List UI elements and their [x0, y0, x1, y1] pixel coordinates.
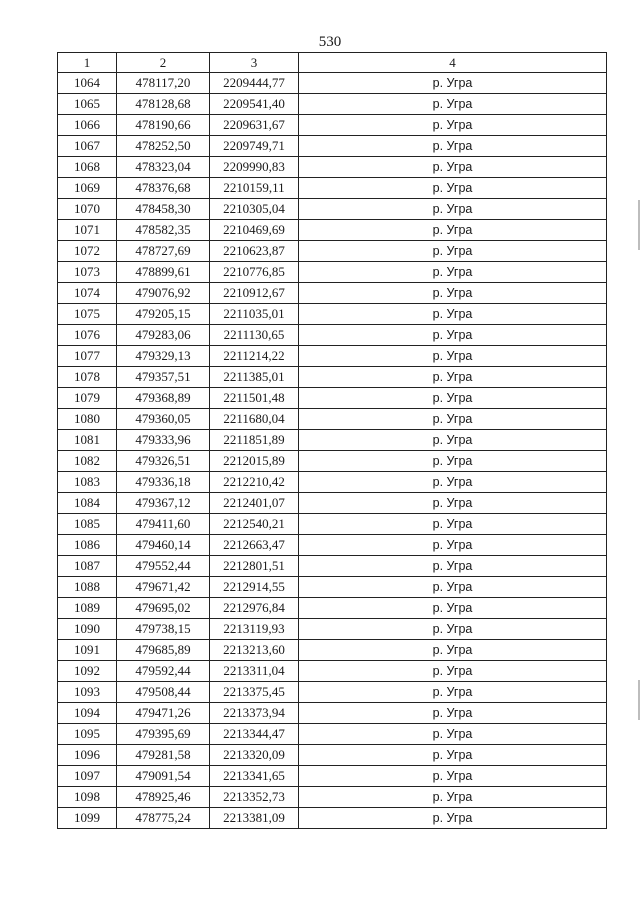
y-coordinate-cell: 2210623,87 [210, 241, 299, 262]
point-number-cell: 1065 [58, 94, 117, 115]
x-coordinate-cell: 479552,44 [117, 556, 210, 577]
point-number-cell: 1093 [58, 682, 117, 703]
x-coordinate-cell: 478458,30 [117, 199, 210, 220]
object-name-cell: р. Угра [299, 157, 607, 178]
x-coordinate-cell: 478117,20 [117, 73, 210, 94]
table-row [58, 409, 607, 430]
y-coordinate-cell: 2210305,04 [210, 199, 299, 220]
x-coordinate-cell: 479076,92 [117, 283, 210, 304]
point-number-cell: 1080 [58, 409, 117, 430]
page-number: 530 [318, 34, 342, 50]
coordinates-table [57, 52, 607, 829]
point-number-cell: 1089 [58, 598, 117, 619]
table-row [58, 115, 607, 136]
object-name-cell: р. Угра [299, 262, 607, 283]
x-coordinate-cell: 479091,54 [117, 766, 210, 787]
table-row [58, 199, 607, 220]
table-row [58, 73, 607, 94]
object-name-cell: р. Угра [299, 409, 607, 430]
y-coordinate-cell: 2213344,47 [210, 724, 299, 745]
object-name-cell: р. Угра [299, 619, 607, 640]
point-number-cell: 1086 [58, 535, 117, 556]
point-number-cell: 1085 [58, 514, 117, 535]
y-coordinate-cell: 2212914,55 [210, 577, 299, 598]
x-coordinate-cell: 479685,89 [117, 640, 210, 661]
x-coordinate-cell: 478582,35 [117, 220, 210, 241]
table-row [58, 304, 607, 325]
y-coordinate-cell: 2211130,65 [210, 325, 299, 346]
point-number-cell: 1087 [58, 556, 117, 577]
point-number-cell: 1070 [58, 199, 117, 220]
y-coordinate-cell: 2211680,04 [210, 409, 299, 430]
y-coordinate-cell: 2212663,47 [210, 535, 299, 556]
point-number-cell: 1074 [58, 283, 117, 304]
y-coordinate-cell: 2213381,09 [210, 808, 299, 829]
table-row [58, 556, 607, 577]
y-coordinate-cell: 2212976,84 [210, 598, 299, 619]
x-coordinate-cell: 479592,44 [117, 661, 210, 682]
object-name-cell: р. Угра [299, 241, 607, 262]
object-name-cell: р. Угра [299, 136, 607, 157]
point-number-cell: 1079 [58, 388, 117, 409]
x-coordinate-cell: 478376,68 [117, 178, 210, 199]
y-coordinate-cell: 2213311,04 [210, 661, 299, 682]
y-coordinate-cell: 2209990,83 [210, 157, 299, 178]
y-coordinate-cell: 2213341,65 [210, 766, 299, 787]
object-name-cell: р. Угра [299, 115, 607, 136]
y-coordinate-cell: 2209749,71 [210, 136, 299, 157]
point-number-cell: 1090 [58, 619, 117, 640]
point-number-cell: 1092 [58, 661, 117, 682]
object-name-cell: р. Угра [299, 598, 607, 619]
table-row [58, 220, 607, 241]
x-coordinate-cell: 478775,24 [117, 808, 210, 829]
column-header-3: 3 [210, 53, 299, 73]
table-row [58, 745, 607, 766]
table-row [58, 703, 607, 724]
table-row [58, 283, 607, 304]
point-number-cell: 1082 [58, 451, 117, 472]
y-coordinate-cell: 2210469,69 [210, 220, 299, 241]
x-coordinate-cell: 479367,12 [117, 493, 210, 514]
y-coordinate-cell: 2210912,67 [210, 283, 299, 304]
object-name-cell: р. Угра [299, 514, 607, 535]
table-row [58, 136, 607, 157]
object-name-cell: р. Угра [299, 283, 607, 304]
object-name-cell: р. Угра [299, 430, 607, 451]
table-row [58, 661, 607, 682]
object-name-cell: р. Угра [299, 367, 607, 388]
y-coordinate-cell: 2212540,21 [210, 514, 299, 535]
point-number-cell: 1095 [58, 724, 117, 745]
table-row [58, 766, 607, 787]
x-coordinate-cell: 478252,50 [117, 136, 210, 157]
table-row [58, 262, 607, 283]
table-row [58, 430, 607, 451]
x-coordinate-cell: 478727,69 [117, 241, 210, 262]
x-coordinate-cell: 479360,05 [117, 409, 210, 430]
table-row [58, 346, 607, 367]
column-header-2: 2 [117, 53, 210, 73]
x-coordinate-cell: 479205,15 [117, 304, 210, 325]
y-coordinate-cell: 2209541,40 [210, 94, 299, 115]
point-number-cell: 1072 [58, 241, 117, 262]
x-coordinate-cell: 479283,06 [117, 325, 210, 346]
point-number-cell: 1099 [58, 808, 117, 829]
y-coordinate-cell: 2212015,89 [210, 451, 299, 472]
point-number-cell: 1094 [58, 703, 117, 724]
table-row [58, 367, 607, 388]
y-coordinate-cell: 2211501,48 [210, 388, 299, 409]
y-coordinate-cell: 2209444,77 [210, 73, 299, 94]
y-coordinate-cell: 2212801,51 [210, 556, 299, 577]
table-row [58, 577, 607, 598]
point-number-cell: 1067 [58, 136, 117, 157]
object-name-cell: р. Угра [299, 178, 607, 199]
point-number-cell: 1076 [58, 325, 117, 346]
x-coordinate-cell: 479329,13 [117, 346, 210, 367]
table-row [58, 619, 607, 640]
table-row [58, 535, 607, 556]
y-coordinate-cell: 2213119,93 [210, 619, 299, 640]
x-coordinate-cell: 479411,60 [117, 514, 210, 535]
x-coordinate-cell: 478925,46 [117, 787, 210, 808]
table-row [58, 178, 607, 199]
x-coordinate-cell: 479460,14 [117, 535, 210, 556]
object-name-cell: р. Угра [299, 556, 607, 577]
table-row [58, 325, 607, 346]
header-row [58, 53, 607, 73]
object-name-cell: р. Угра [299, 724, 607, 745]
x-coordinate-cell: 478190,66 [117, 115, 210, 136]
x-coordinate-cell: 479738,15 [117, 619, 210, 640]
object-name-cell: р. Угра [299, 808, 607, 829]
point-number-cell: 1096 [58, 745, 117, 766]
y-coordinate-cell: 2213320,09 [210, 745, 299, 766]
y-coordinate-cell: 2213213,60 [210, 640, 299, 661]
object-name-cell: р. Угра [299, 73, 607, 94]
y-coordinate-cell: 2212210,42 [210, 472, 299, 493]
table-header [58, 53, 607, 73]
y-coordinate-cell: 2213373,94 [210, 703, 299, 724]
point-number-cell: 1098 [58, 787, 117, 808]
y-coordinate-cell: 2213375,45 [210, 682, 299, 703]
object-name-cell: р. Угра [299, 199, 607, 220]
object-name-cell: р. Угра [299, 766, 607, 787]
y-coordinate-cell: 2211035,01 [210, 304, 299, 325]
table-row [58, 157, 607, 178]
object-name-cell: р. Угра [299, 640, 607, 661]
object-name-cell: р. Угра [299, 94, 607, 115]
x-coordinate-cell: 479336,18 [117, 472, 210, 493]
x-coordinate-cell: 479671,42 [117, 577, 210, 598]
y-coordinate-cell: 2211214,22 [210, 346, 299, 367]
point-number-cell: 1075 [58, 304, 117, 325]
table-row [58, 682, 607, 703]
object-name-cell: р. Угра [299, 787, 607, 808]
x-coordinate-cell: 479326,51 [117, 451, 210, 472]
x-coordinate-cell: 479333,96 [117, 430, 210, 451]
x-coordinate-cell: 479357,51 [117, 367, 210, 388]
y-coordinate-cell: 2209631,67 [210, 115, 299, 136]
object-name-cell: р. Угра [299, 493, 607, 514]
object-name-cell: р. Угра [299, 703, 607, 724]
point-number-cell: 1091 [58, 640, 117, 661]
table-row [58, 94, 607, 115]
point-number-cell: 1084 [58, 493, 117, 514]
table-row [58, 808, 607, 829]
table-row [58, 472, 607, 493]
object-name-cell: р. Угра [299, 745, 607, 766]
x-coordinate-cell: 479395,69 [117, 724, 210, 745]
point-number-cell: 1066 [58, 115, 117, 136]
object-name-cell: р. Угра [299, 472, 607, 493]
x-coordinate-cell: 479508,44 [117, 682, 210, 703]
table-row [58, 598, 607, 619]
point-number-cell: 1083 [58, 472, 117, 493]
object-name-cell: р. Угра [299, 388, 607, 409]
table-row [58, 514, 607, 535]
object-name-cell: р. Угра [299, 682, 607, 703]
x-coordinate-cell: 478323,04 [117, 157, 210, 178]
object-name-cell: р. Угра [299, 451, 607, 472]
point-number-cell: 1088 [58, 577, 117, 598]
x-coordinate-cell: 479471,26 [117, 703, 210, 724]
x-coordinate-cell: 478128,68 [117, 94, 210, 115]
x-coordinate-cell: 479281,58 [117, 745, 210, 766]
object-name-cell: р. Угра [299, 304, 607, 325]
point-number-cell: 1077 [58, 346, 117, 367]
point-number-cell: 1073 [58, 262, 117, 283]
table-row [58, 241, 607, 262]
table-row [58, 787, 607, 808]
y-coordinate-cell: 2210159,11 [210, 178, 299, 199]
table-row [58, 493, 607, 514]
y-coordinate-cell: 2210776,85 [210, 262, 299, 283]
object-name-cell: р. Угра [299, 325, 607, 346]
table-row [58, 388, 607, 409]
point-number-cell: 1068 [58, 157, 117, 178]
object-name-cell: р. Угра [299, 661, 607, 682]
y-coordinate-cell: 2213352,73 [210, 787, 299, 808]
point-number-cell: 1081 [58, 430, 117, 451]
point-number-cell: 1078 [58, 367, 117, 388]
y-coordinate-cell: 2211851,89 [210, 430, 299, 451]
y-coordinate-cell: 2212401,07 [210, 493, 299, 514]
point-number-cell: 1071 [58, 220, 117, 241]
table-row [58, 640, 607, 661]
column-header-4: 4 [299, 53, 607, 73]
table-row [58, 724, 607, 745]
table-row [58, 451, 607, 472]
x-coordinate-cell: 479368,89 [117, 388, 210, 409]
column-header-1: 1 [58, 53, 117, 73]
object-name-cell: р. Угра [299, 220, 607, 241]
object-name-cell: р. Угра [299, 346, 607, 367]
point-number-cell: 1064 [58, 73, 117, 94]
object-name-cell: р. Угра [299, 577, 607, 598]
point-number-cell: 1097 [58, 766, 117, 787]
point-number-cell: 1069 [58, 178, 117, 199]
x-coordinate-cell: 478899,61 [117, 262, 210, 283]
x-coordinate-cell: 479695,02 [117, 598, 210, 619]
object-name-cell: р. Угра [299, 535, 607, 556]
table-body [58, 73, 607, 829]
y-coordinate-cell: 2211385,01 [210, 367, 299, 388]
